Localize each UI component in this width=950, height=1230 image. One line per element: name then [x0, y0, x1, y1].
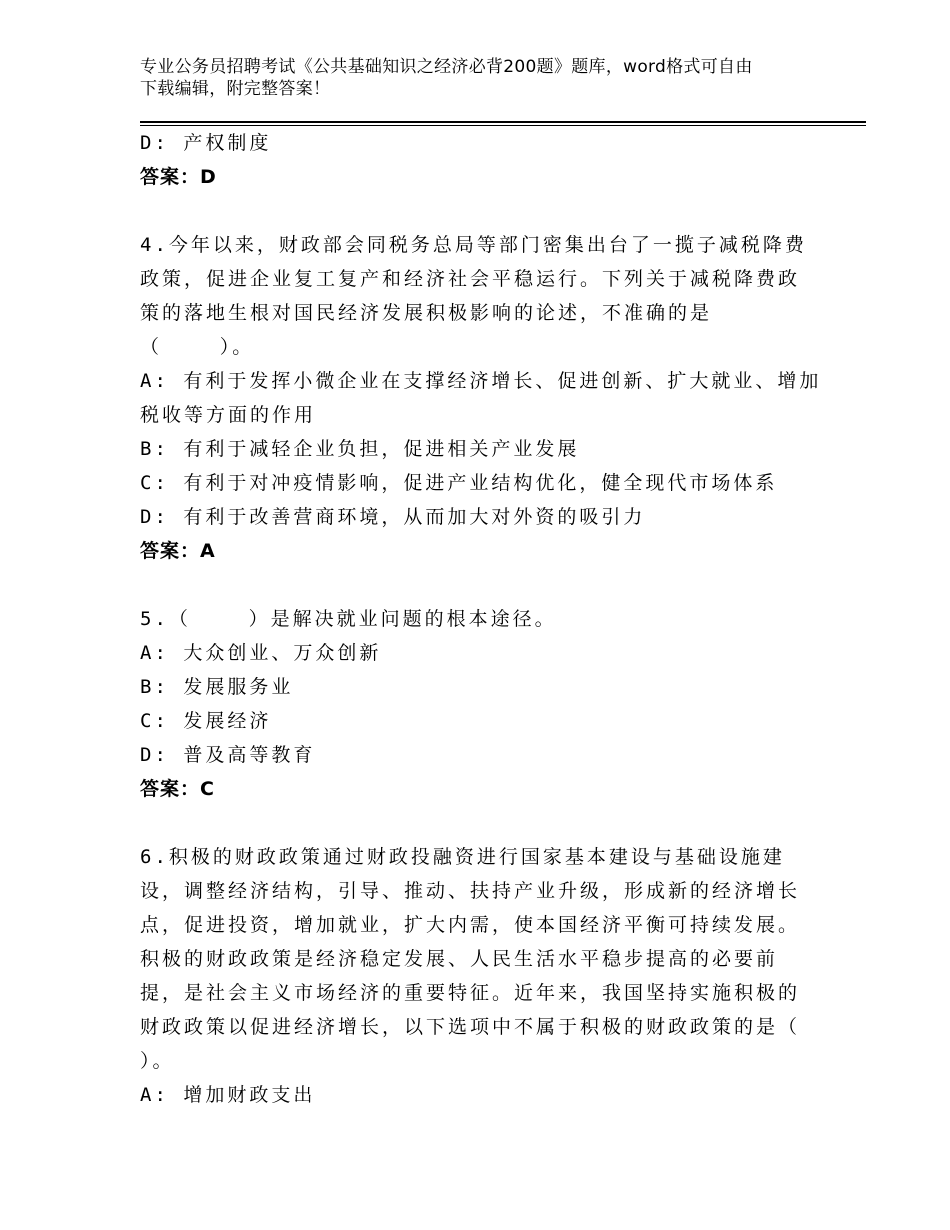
- option-b: B: 有利于减轻企业负担，促进相关产业发展: [140, 438, 580, 460]
- option-d: D: 普及高等教育: [140, 744, 316, 766]
- answer-line: 答案：D: [140, 166, 217, 188]
- header-line-1: 专业公务员招聘考试《公共基础知识之经济必背200题》题库，word格式可自由: [140, 57, 753, 77]
- option-a: A: 有利于发挥小微企业在支撑经济增长、促进创新、扩大就业、增加: [140, 370, 822, 392]
- spacer: [140, 806, 820, 840]
- answer-line: 答案：C: [140, 778, 215, 800]
- header-line-2: 下载编辑，附完整答案！: [140, 79, 331, 99]
- question-stem: 5.（ ）是解决就业问题的根本途径。: [140, 608, 557, 630]
- question-stem: 6.积极的财政政策通过财政投融资进行国家基本建设与基础设施建: [140, 846, 785, 868]
- option-a: A: 大众创业、万众创新: [140, 642, 382, 664]
- question-stem: 积极的财政政策是经济稳定发展、人民生活水平稳步提高的必要前: [140, 948, 779, 970]
- spacer: [140, 194, 820, 228]
- option-d: D: 产权制度: [140, 132, 272, 154]
- question-content: [140, 126, 820, 1112]
- spacer: [140, 568, 820, 602]
- option-d: D: 有利于改善营商环境，从而加大对外资的吸引力: [140, 506, 646, 528]
- option-a: A: 增加财政支出: [140, 1084, 316, 1106]
- question-stem: 政策，促进企业复工复产和经济社会平稳运行。下列关于减税降费政: [140, 268, 801, 290]
- question-4: [140, 228, 820, 568]
- question-stem: 设，调整经济结构，引导、推动、扶持产业升级，形成新的经济增长: [140, 880, 801, 902]
- question-3-tail: [140, 126, 820, 194]
- question-6: [140, 840, 820, 1112]
- question-stem: 4.今年以来，财政部会同税务总局等部门密集出台了一揽子减税降费: [140, 234, 807, 256]
- option-b: B: 发展服务业: [140, 676, 294, 698]
- question-stem: 提，是社会主义市场经济的重要特征。近年来，我国坚持实施积极的: [140, 982, 801, 1004]
- option-c: C: 有利于对冲疫情影响，促进产业结构优化，健全现代市场体系: [140, 472, 778, 494]
- option-c: C: 发展经济: [140, 710, 272, 732]
- question-stem: 策的落地生根对国民经济发展积极影响的论述，不准确的是: [140, 302, 713, 324]
- question-stem: 财政政策以促进经济增长，以下选项中不属于积极的财政政策的是（: [140, 1016, 801, 1038]
- question-stem: ）。: [140, 1050, 175, 1072]
- option-a-continued: 税收等方面的作用: [140, 404, 317, 426]
- question-5: [140, 602, 820, 806]
- answer-line: 答案：A: [140, 540, 216, 562]
- question-stem: 点，促进投资，增加就业，扩大内需，使本国经济平衡可持续发展。: [140, 914, 801, 936]
- question-stem: （ ）。: [140, 336, 255, 358]
- page-header: [140, 56, 840, 100]
